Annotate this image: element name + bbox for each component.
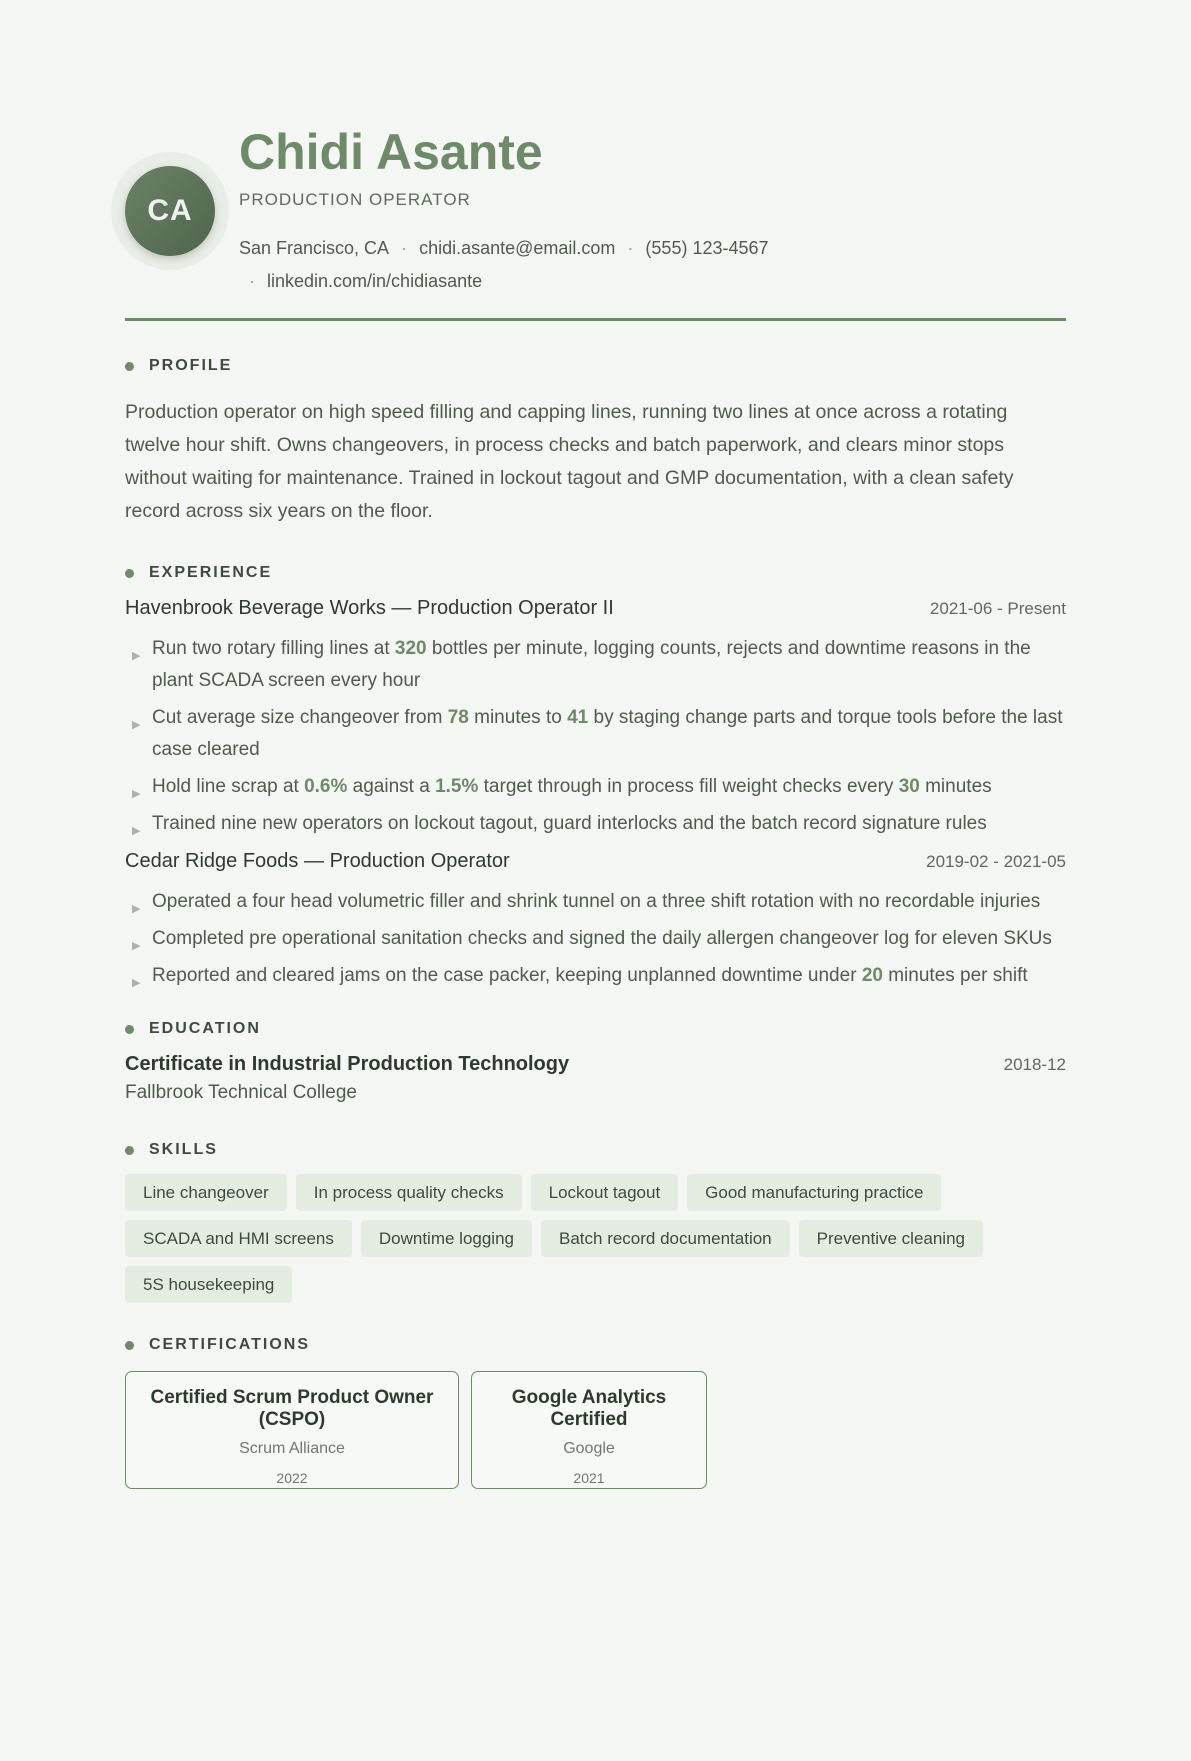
certification-issuer: Scrum Alliance	[239, 1440, 345, 1457]
skill-chip-list	[125, 1174, 1066, 1303]
experience-entry	[125, 597, 1066, 840]
certification-card	[471, 1371, 707, 1489]
contact-location: San Francisco, CA	[239, 238, 390, 258]
role-name: Production Operator	[329, 850, 510, 872]
candidate-name: Chidi Asante	[239, 124, 543, 180]
job-title: PRODUCTION OPERATOR	[239, 190, 471, 209]
section-title-profile: PROFILE	[149, 357, 233, 374]
separator-dot: ·	[627, 238, 634, 258]
title-dash: —	[298, 850, 330, 872]
bullet-item	[125, 771, 1066, 803]
triangle-bullet-icon: ▶	[132, 903, 141, 915]
education-degree: Certificate in Industrial Production Technology	[125, 1053, 570, 1075]
section-heading	[125, 1017, 1066, 1041]
highlight-metric: 41	[567, 707, 589, 728]
highlight-metric: 30	[898, 776, 920, 797]
bullet-text: target through in process fill weight checks every	[478, 776, 899, 797]
bullet-item	[125, 702, 1066, 766]
section-title-experience: EXPERIENCE	[149, 564, 273, 581]
education-date: 2018-12	[1003, 1055, 1066, 1074]
section-bullet-icon	[125, 1341, 134, 1350]
certification-issuer: Google	[563, 1440, 615, 1457]
triangle-bullet-icon: ▶	[132, 650, 141, 662]
bullet-text: bottles per minute, logging counts, rejects and downtime reasons in the plant SCADA screen every hour	[152, 638, 1031, 691]
bullet-item	[125, 960, 1066, 992]
job-list	[125, 597, 1066, 992]
bullet-text: against a	[347, 776, 436, 797]
highlight-metric: 0.6%	[304, 776, 348, 797]
highlight-metric: 320	[394, 638, 427, 659]
section-heading	[125, 1138, 1066, 1162]
bullet-text: minutes per shift	[882, 965, 1028, 986]
education-entry	[125, 1053, 1066, 1104]
resume-header	[125, 118, 1066, 318]
skill-chip: Batch record documentation	[541, 1220, 790, 1257]
experience-title	[125, 597, 614, 620]
skill-chip: Lockout tagout	[531, 1174, 679, 1211]
role-name: Production Operator II	[417, 597, 614, 619]
certifications-section	[125, 1333, 1066, 1489]
experience-header	[125, 850, 1066, 880]
certification-year: 2021	[573, 1470, 605, 1486]
certification-list	[125, 1371, 1066, 1489]
section-title-education: EDUCATION	[149, 1020, 261, 1037]
resume-content	[125, 118, 1066, 1489]
separator-dot: ·	[249, 271, 255, 291]
company-name: Havenbrook Beverage Works	[125, 597, 386, 619]
highlight-metric: 20	[861, 965, 883, 986]
bullet-text: Reported and cleared jams on the case packer, keeping unplanned downtime under	[152, 965, 862, 986]
skills-section	[125, 1138, 1066, 1303]
experience-dates: 2019-02 - 2021-05	[926, 852, 1066, 871]
skill-chip: Good manufacturing practice	[687, 1174, 941, 1211]
experience-entry	[125, 850, 1066, 992]
section-bullet-icon	[125, 1146, 134, 1155]
contact-info	[239, 232, 959, 298]
profile-text: Production operator on high speed filling and capping lines, running two lines at once across a rotating twelve hour shift. Owns changeovers, in process checks and batch paperwork, and clears minor stops without waiting for maintenance. Trained in lockout tagout and GMP documentation, with a clean safety record across six years on the floor.	[125, 401, 1014, 522]
certification-card	[125, 1371, 459, 1489]
certification-name: Google Analytics Certified	[511, 1387, 667, 1430]
bullet-list	[125, 886, 1066, 992]
section-bullet-icon	[125, 362, 134, 371]
experience-title	[125, 850, 510, 873]
section-heading	[125, 1333, 1066, 1357]
bullet-item	[125, 886, 1066, 918]
bullet-text: Trained nine new operators on lockout tagout, guard interlocks and the batch record signature rules	[152, 813, 987, 834]
section-heading	[125, 561, 1066, 585]
avatar: CA	[125, 166, 215, 256]
bullet-item	[125, 633, 1066, 697]
bullet-text: Hold line scrap at	[152, 776, 305, 797]
skill-chip: Downtime logging	[361, 1220, 532, 1257]
certification-year: 2022	[276, 1470, 308, 1486]
bullet-text: Operated a four head volumetric filler and shrink tunnel on a three shift rotation with no recordable injuries	[152, 891, 1041, 912]
company-name: Cedar Ridge Foods	[125, 850, 299, 872]
bullet-text: minutes	[919, 776, 992, 797]
highlight-metric: 78	[447, 707, 469, 728]
bullet-text: by staging change parts and torque tools before the last case cleared	[152, 707, 1063, 760]
experience-dates: 2021-06 - Present	[929, 599, 1066, 618]
education-section	[125, 1017, 1066, 1104]
triangle-bullet-icon: ▶	[132, 788, 141, 800]
bullet-text: minutes to	[468, 707, 568, 728]
bullet-text: Completed pre operational sanitation checks and signed the daily allergen changeover log for eleven SKUs	[152, 928, 1052, 949]
contact-phone[interactable]: (555) 123-4567	[645, 238, 769, 258]
section-bullet-icon	[125, 1025, 134, 1034]
header-divider	[125, 318, 1066, 321]
triangle-bullet-icon: ▶	[132, 940, 141, 952]
section-title-skills: SKILLS	[149, 1141, 218, 1158]
bullet-text: Cut average size changeover from	[152, 707, 448, 728]
skill-chip: SCADA and HMI screens	[125, 1220, 352, 1257]
certification-name: Certified Scrum Product Owner (CSPO)	[150, 1387, 434, 1430]
bullet-list	[125, 633, 1066, 840]
skill-chip: Line changeover	[125, 1174, 287, 1211]
skill-chip: 5S housekeeping	[125, 1266, 292, 1303]
section-heading	[125, 354, 1066, 378]
contact-linkedin[interactable]: linkedin.com/in/chidiasante	[267, 271, 483, 291]
bullet-item	[125, 808, 1066, 840]
skill-chip: In process quality checks	[296, 1174, 522, 1211]
skill-chip: Preventive cleaning	[799, 1220, 983, 1257]
profile-section	[125, 354, 1066, 528]
education-header	[125, 1053, 1066, 1076]
triangle-bullet-icon: ▶	[132, 977, 141, 989]
bullet-item	[125, 923, 1066, 955]
contact-email[interactable]: chidi.asante@email.com	[419, 238, 616, 258]
education-school: Fallbrook Technical College	[125, 1082, 357, 1103]
section-title-certifications: CERTIFICATIONS	[149, 1336, 311, 1353]
title-dash: —	[385, 597, 417, 619]
separator-dot: ·	[401, 238, 408, 258]
bullet-text: Run two rotary filling lines at	[152, 638, 395, 659]
experience-header	[125, 597, 1066, 627]
experience-section	[125, 561, 1066, 992]
triangle-bullet-icon: ▶	[132, 719, 141, 731]
triangle-bullet-icon: ▶	[132, 825, 141, 837]
section-bullet-icon	[125, 569, 134, 578]
highlight-metric: 1.5%	[435, 776, 479, 797]
